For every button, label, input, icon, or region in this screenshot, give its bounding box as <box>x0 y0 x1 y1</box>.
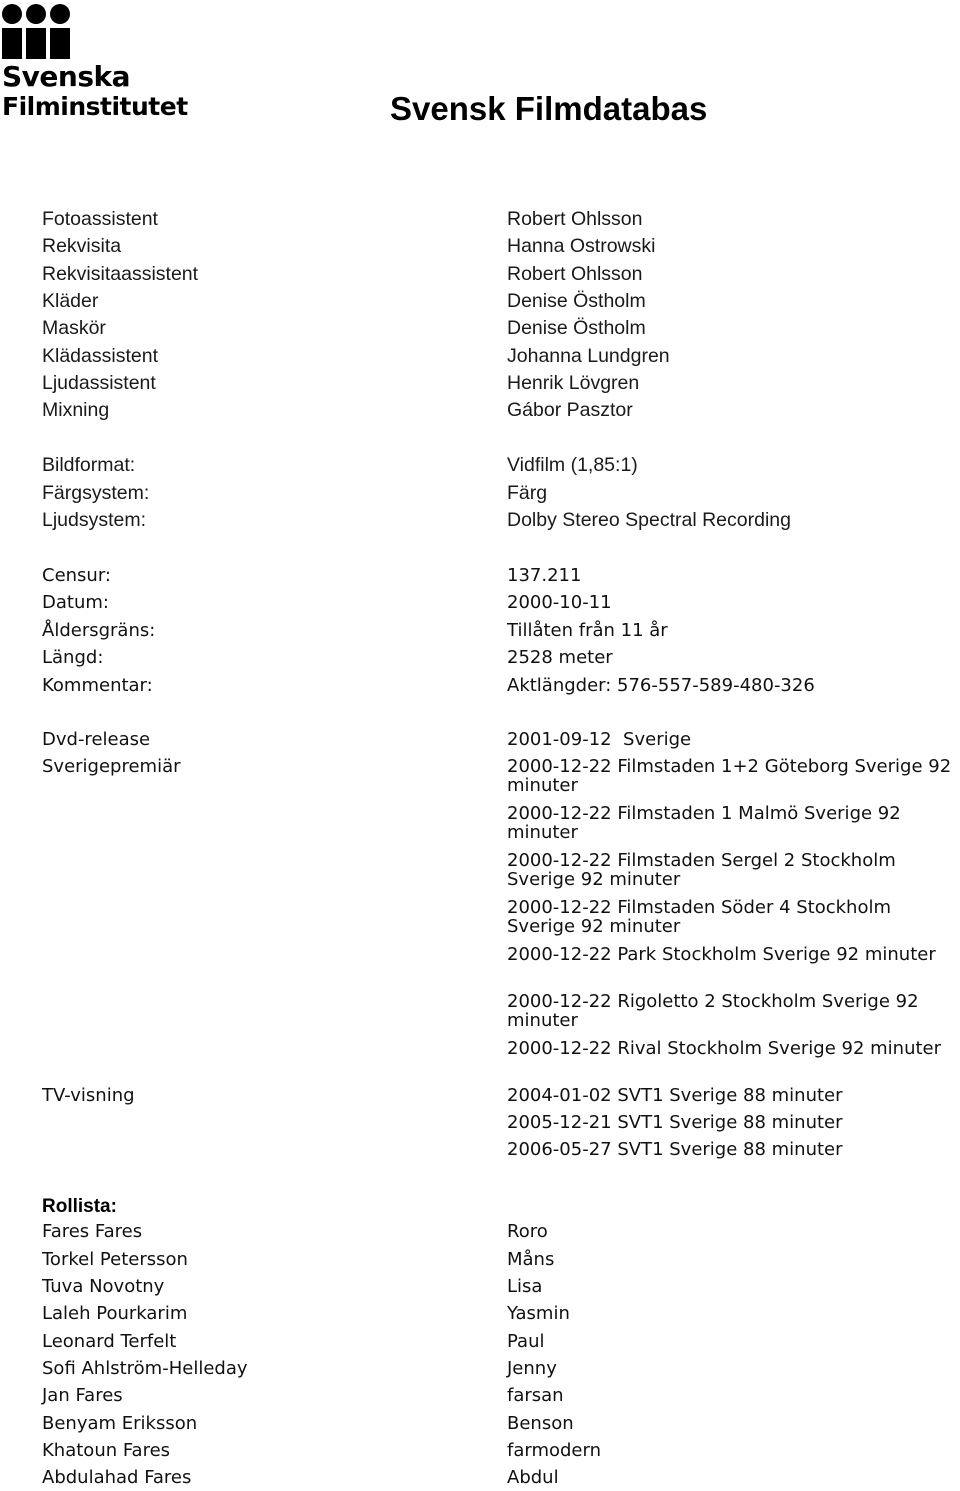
logo-squares <box>2 28 70 59</box>
tech-value: Vidfilm (1,85:1) <box>507 454 638 476</box>
dvd-release-value: 2001-09-12 Sverige <box>507 729 692 750</box>
tv-entry: 2005-12-21 SVT1 Sverige 88 minuter <box>507 1112 843 1133</box>
crew-name: Robert Ohlsson <box>507 208 643 230</box>
logo-text-line2: Filminstitutet <box>2 92 188 121</box>
crew-role: Rekvisita <box>42 235 122 257</box>
premiere-entry: 2000-12-22 Rival Stockholm Sverige 92 minuter <box>507 1038 942 1059</box>
premiere-entry: 2000-12-22 Filmstaden 1 Malmö Sverige 92 minuter <box>507 803 901 843</box>
cast-role: Roro <box>507 1221 548 1242</box>
censor-label: Åldersgräns: <box>42 620 156 641</box>
cast-role: Jenny <box>507 1358 557 1379</box>
svenska-filminstitutet-logo <box>0 0 210 130</box>
cast-role: Lisa <box>507 1276 543 1297</box>
crew-name: Johanna Lundgren <box>507 345 670 367</box>
cast-role: farsan <box>507 1385 564 1406</box>
premiere-entry: 2000-12-22 Filmstaden Söder 4 Stockholm Sverige 92 minuter <box>507 897 892 937</box>
tech-label: Färgsystem: <box>42 482 150 504</box>
tv-entry: 2004-01-02 SVT1 Sverige 88 minuter <box>507 1085 843 1106</box>
premiere-entry: 2000-12-22 Park Stockholm Sverige 92 minuter <box>507 944 936 965</box>
cast-role: Paul <box>507 1331 545 1352</box>
cast-role: Abdul <box>507 1467 559 1488</box>
premiere-entry: 2000-12-22 Filmstaden 1+2 Göteborg Sverige 92 minuter <box>507 756 952 796</box>
censor-value: 2528 meter <box>507 647 613 668</box>
cast-role: Benson <box>507 1413 574 1434</box>
cast-role: farmodern <box>507 1440 601 1461</box>
cast-actor: Abdulahad Fares <box>42 1467 192 1488</box>
cast-actor: Sofi Ahlström-Helleday <box>42 1358 248 1379</box>
cast-actor: Khatoun Fares <box>42 1440 171 1461</box>
crew-name: Denise Östholm <box>507 317 646 339</box>
crew-role: Rekvisitaassistent <box>42 263 199 285</box>
censor-value: Aktlängder: 576-557-589-480-326 <box>507 675 815 696</box>
censor-value: 137.211 <box>507 565 582 586</box>
crew-role: Klädassistent <box>42 345 158 367</box>
logo-dots <box>2 4 70 24</box>
crew-role: Kläder <box>42 290 99 312</box>
cast-actor: Laleh Pourkarim <box>42 1303 188 1324</box>
cast-actor: Leonard Terfelt <box>42 1331 177 1352</box>
censor-value: Tillåten från 11 år <box>507 620 668 641</box>
cast-heading: Rollista: <box>42 1196 117 1217</box>
premiere-label: Sverigepremiär <box>42 756 181 777</box>
crew-name: Hanna Ostrowski <box>507 235 656 257</box>
cast-actor: Benyam Eriksson <box>42 1413 198 1434</box>
crew-role: Ljudassistent <box>42 372 156 394</box>
censor-value: 2000-10-11 <box>507 592 612 613</box>
censor-label: Datum: <box>42 592 109 613</box>
crew-role: Fotoassistent <box>42 208 158 230</box>
cast-actor: Fares Fares <box>42 1221 143 1242</box>
censor-label: Censur: <box>42 565 111 586</box>
cast-role: Måns <box>507 1249 555 1270</box>
crew-name: Denise Östholm <box>507 290 646 312</box>
cast-actor: Jan Fares <box>42 1385 123 1406</box>
tv-entry: 2006-05-27 SVT1 Sverige 88 minuter <box>507 1139 843 1160</box>
cast-actor: Tuva Novotny <box>42 1276 165 1297</box>
tech-value: Färg <box>507 482 548 504</box>
crew-name: Henrik Lövgren <box>507 372 640 394</box>
crew-name: Robert Ohlsson <box>507 263 643 285</box>
crew-role: Maskör <box>42 317 106 339</box>
crew-role: Mixning <box>42 399 110 421</box>
tech-label: Ljudsystem: <box>42 509 147 531</box>
censor-label: Längd: <box>42 647 104 668</box>
tech-label: Bildformat: <box>42 454 136 476</box>
cast-role: Yasmin <box>507 1303 570 1324</box>
premiere-entry: 2000-12-22 Rigoletto 2 Stockholm Sverige 92 minuter <box>507 991 919 1031</box>
tech-value: Dolby Stereo Spectral Recording <box>507 509 791 531</box>
censor-label: Kommentar: <box>42 675 153 696</box>
cast-actor: Torkel Petersson <box>42 1249 188 1270</box>
premiere-entry: 2000-12-22 Filmstaden Sergel 2 Stockholm Sverige 92 minuter <box>507 850 896 890</box>
crew-name: Gábor Pasztor <box>507 399 633 421</box>
logo-text-line1: Svenska <box>2 60 131 93</box>
page-title: Svensk Filmdatabas <box>390 90 708 127</box>
tv-label: TV-visning <box>42 1085 135 1106</box>
dvd-release-label: Dvd-release <box>42 729 151 750</box>
